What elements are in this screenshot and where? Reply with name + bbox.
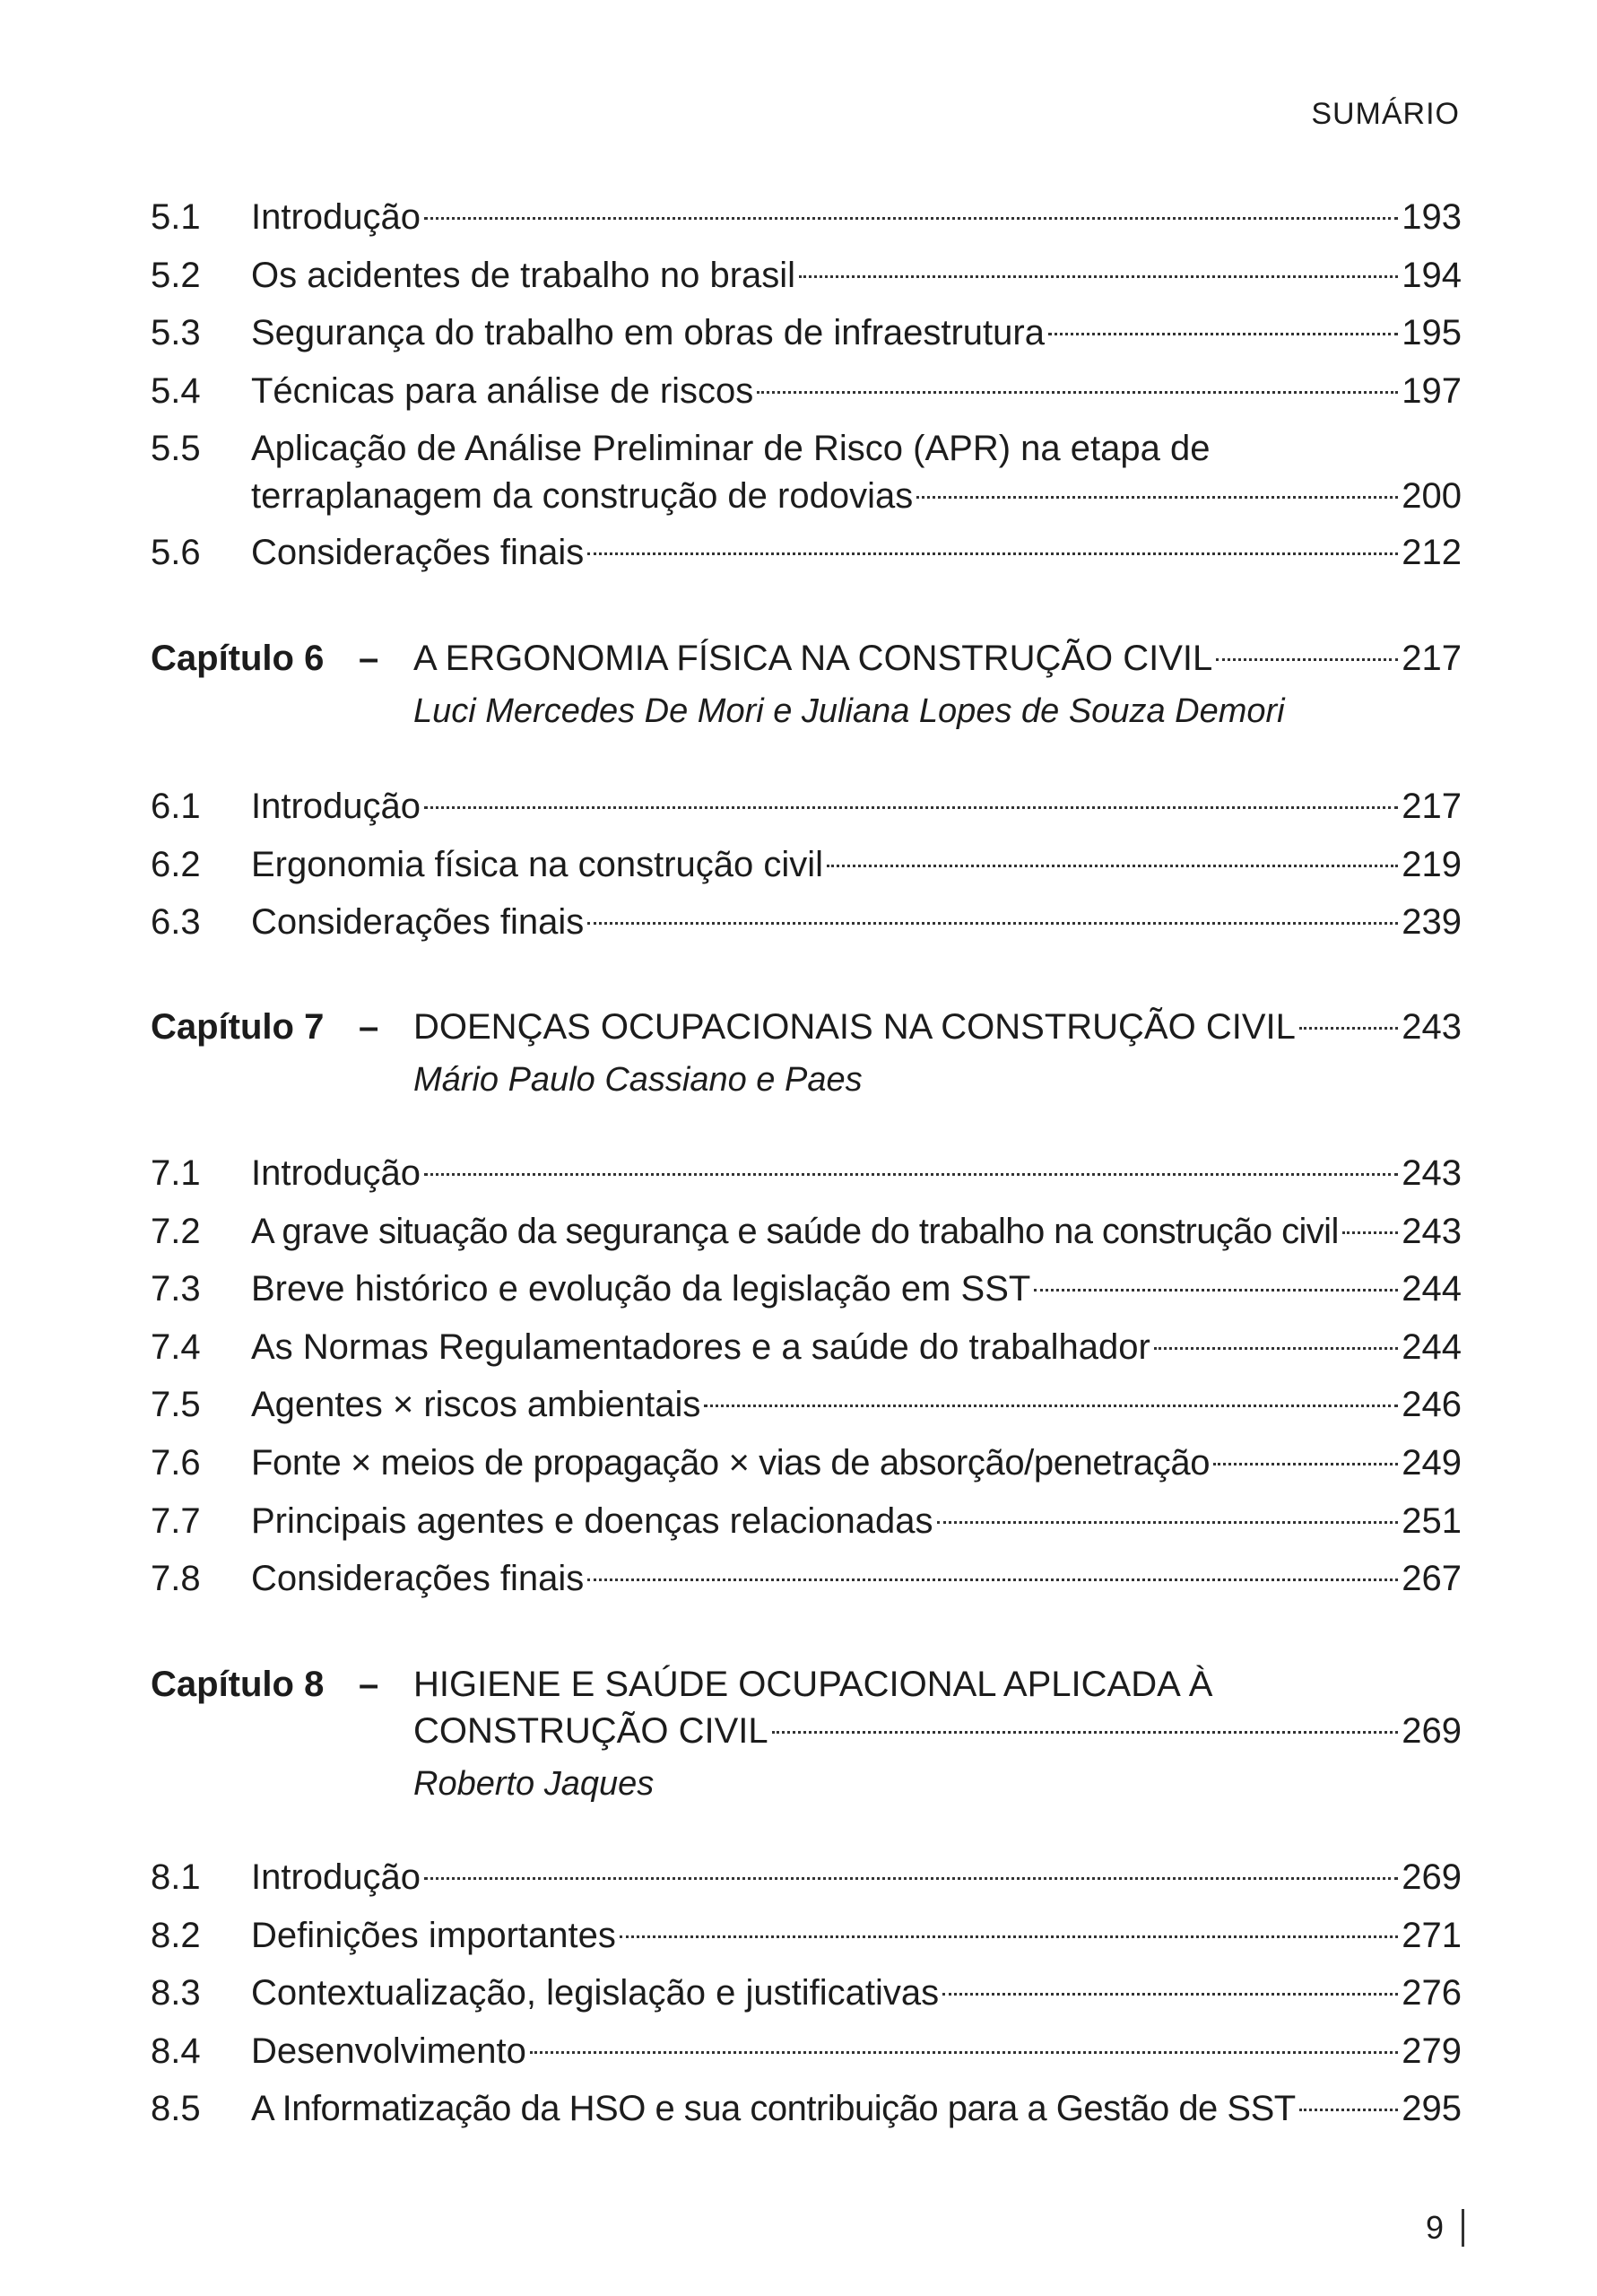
entry-page: 244 [1402,1269,1462,1309]
toc-entry[interactable] [151,1964,1462,2022]
dot-leader [587,552,1398,555]
entry-number: 7.7 [151,1500,201,1541]
entry-number: 7.3 [151,1269,201,1309]
toc-entry[interactable] [151,1907,1462,1965]
toc-entry[interactable] [151,304,1462,362]
toc-entry[interactable] [151,1376,1462,1434]
entry-page: 219 [1402,844,1462,884]
entry-title: Segurança do trabalho em obras de infraestrutura [251,313,1045,353]
entry-title: Considerações finais [251,533,585,573]
page-footer [1426,2209,1464,2247]
entry-title: A Informatização da HSO e sua contribuição para a Gestão de SST [251,2089,1296,2129]
entry-page: 212 [1402,533,1462,573]
entry-page: 269 [1402,1857,1462,1897]
dot-leader [1034,1289,1398,1292]
entry-number: 7.5 [151,1385,201,1425]
dot-leader [1299,2109,1399,2111]
entry-number: 7.2 [151,1211,201,1251]
dot-leader [1342,1231,1399,1234]
entry-number: 7.4 [151,1326,201,1367]
toc-entry[interactable] [151,836,1462,894]
dot-leader [937,1521,1399,1524]
toc-list-chapter-6 [151,778,1462,952]
toc-entry[interactable] [151,1260,1462,1318]
dot-leader [942,1993,1398,1996]
entry-number: 5.3 [151,313,201,353]
dot-leader [620,1935,1398,1938]
entry-title: Contextualização, legislação e justificativas [251,1973,940,2013]
entry-number: 6.1 [151,787,201,826]
entry-title: Agentes × riscos ambientais [251,1385,701,1425]
toc-entry[interactable] [151,247,1462,305]
dot-leader [1154,1347,1398,1350]
toc-entry[interactable] [151,1203,1462,1261]
toc-entry[interactable] [151,2022,1462,2081]
chapter-label: Capítulo 7 [151,1007,325,1047]
chapter-title: DOENÇAS OCUPACIONAIS NA CONSTRUÇÃO CIVIL [413,1007,1296,1047]
chapter-dash: – [359,639,379,678]
entry-page: 271 [1402,1915,1462,1955]
running-header: SUMÁRIO [1311,97,1460,131]
entry-title: Técnicas para análise de riscos [251,370,754,411]
toc-entry[interactable] [151,1550,1462,1608]
entry-page: 267 [1402,1559,1462,1599]
entry-title: Considerações finais [251,1559,585,1599]
entry-title: Ergonomia física na construção civil [251,844,824,884]
toc-entry[interactable] [151,524,1462,582]
entry-page: 246 [1402,1385,1462,1425]
entry-number: 5.4 [151,370,201,411]
dot-leader [424,806,1398,809]
entry-number: 7.6 [151,1442,201,1483]
entry-page: 279 [1402,2031,1462,2071]
toc-entry[interactable] [151,1144,1462,1203]
chapter-authors: Roberto Jaques [413,1765,655,1803]
entry-title-line-1: Aplicação de Análise Preliminar de Risco (APR) na etapa de [251,429,1211,469]
dot-leader [424,1173,1398,1176]
dot-leader [1213,1463,1398,1465]
chapter-dash: – [359,1007,379,1047]
dot-leader [587,1578,1398,1581]
entry-page: 251 [1402,1500,1462,1541]
dot-leader [587,922,1398,925]
entry-title: Fonte × meios de propagação × vias de absorção/penetração [251,1442,1211,1483]
entry-title: Introdução [251,787,421,826]
entry-title: Introdução [251,1153,421,1193]
entry-page: 193 [1402,197,1462,237]
entry-page: 243 [1402,1211,1462,1251]
dot-leader [1048,333,1398,335]
toc-entry[interactable] [151,1318,1462,1377]
dot-leader [757,391,1398,394]
dot-leader [799,275,1398,278]
entry-page: 244 [1402,1326,1462,1367]
dot-leader [772,1731,1399,1734]
entry-number: 5.1 [151,197,201,237]
chapter-title-line-1: HIGIENE E SAÚDE OCUPACIONAL APLICADA À [413,1665,1213,1704]
entry-title: As Normas Regulamentadores e a saúde do trabalhador [251,1326,1150,1367]
entry-title: Principais agentes e doenças relacionadas [251,1500,933,1541]
entry-number: 8.1 [151,1857,201,1897]
entry-title: Os acidentes de trabalho no brasil [251,255,796,295]
entry-number: 7.1 [151,1153,201,1193]
entry-title: Considerações finais [251,902,585,943]
toc-entry[interactable] [151,188,1462,247]
toc-entry[interactable] [151,778,1462,836]
entry-title: Introdução [251,1857,421,1897]
chapter-authors: Luci Mercedes De Mori e Juliana Lopes de Souza Demori [413,692,1285,730]
entry-page: 243 [1402,1153,1462,1193]
toc-entry[interactable] [151,1434,1462,1492]
toc-entry[interactable] [151,362,1462,421]
toc-entry[interactable] [151,893,1462,952]
toc-list-chapter-8 [151,1848,1462,2138]
entry-page: 276 [1402,1973,1462,2013]
entry-number: 8.4 [151,2031,201,2071]
entry-number: 5.5 [151,429,201,469]
chapter-authors: Mário Paulo Cassiano e Paes [413,1061,863,1099]
entry-number: 5.2 [151,255,201,295]
entry-title: Definições importantes [251,1915,616,1955]
entry-title: Breve histórico e evolução da legislação em SST [251,1269,1031,1309]
dot-leader [827,865,1398,867]
toc-entry[interactable] [151,1848,1462,1907]
entry-number: 6.3 [151,902,201,943]
chapter-dash: – [359,1665,379,1704]
entry-number: 8.5 [151,2089,201,2129]
page-number: 9 [1425,2209,1444,2246]
entry-page: 217 [1402,787,1462,826]
chapter-page: 217 [1402,639,1462,678]
dot-leader [916,496,1398,499]
chapter-title-line-2: CONSTRUÇÃO CIVIL [413,1711,768,1751]
entry-page: 249 [1402,1442,1462,1483]
toc-list-chapter-5 [151,188,1462,582]
footer-divider [1462,2209,1464,2247]
toc-entry[interactable] [151,2080,1462,2138]
chapter-label: Capítulo 8 [151,1665,325,1704]
dot-leader [1216,658,1398,661]
chapter-label: Capítulo 6 [151,639,325,678]
entry-number: 7.8 [151,1559,201,1599]
entry-page: 239 [1402,902,1462,943]
dot-leader [530,2051,1398,2054]
entry-page: 295 [1402,2089,1462,2129]
entry-number: 8.2 [151,1915,201,1955]
chapter-page: 243 [1402,1007,1462,1047]
entry-title-line-2: terraplanagem da construção de rodovias [251,476,914,517]
entry-number: 5.6 [151,533,201,573]
entry-page: 197 [1402,370,1462,411]
entry-title: Desenvolvimento [251,2031,526,2071]
toc-list-chapter-7 [151,1144,1462,1608]
dot-leader [424,1877,1398,1880]
entry-page: 194 [1402,255,1462,295]
dot-leader [424,217,1398,220]
entry-page: 195 [1402,313,1462,353]
toc-entry[interactable] [151,420,1462,524]
dot-leader [704,1405,1398,1407]
entry-title: A grave situação da segurança e saúde do trabalho na construção civil [251,1211,1339,1251]
entry-title: Introdução [251,197,421,237]
entry-page: 200 [1402,476,1462,517]
chapter-title: A ERGONOMIA FÍSICA NA CONSTRUÇÃO CIVIL [413,639,1213,678]
dot-leader [1299,1027,1398,1030]
entry-number: 6.2 [151,844,201,884]
entry-number: 8.3 [151,1973,201,2013]
toc-entry[interactable] [151,1492,1462,1551]
chapter-page: 269 [1402,1711,1462,1751]
